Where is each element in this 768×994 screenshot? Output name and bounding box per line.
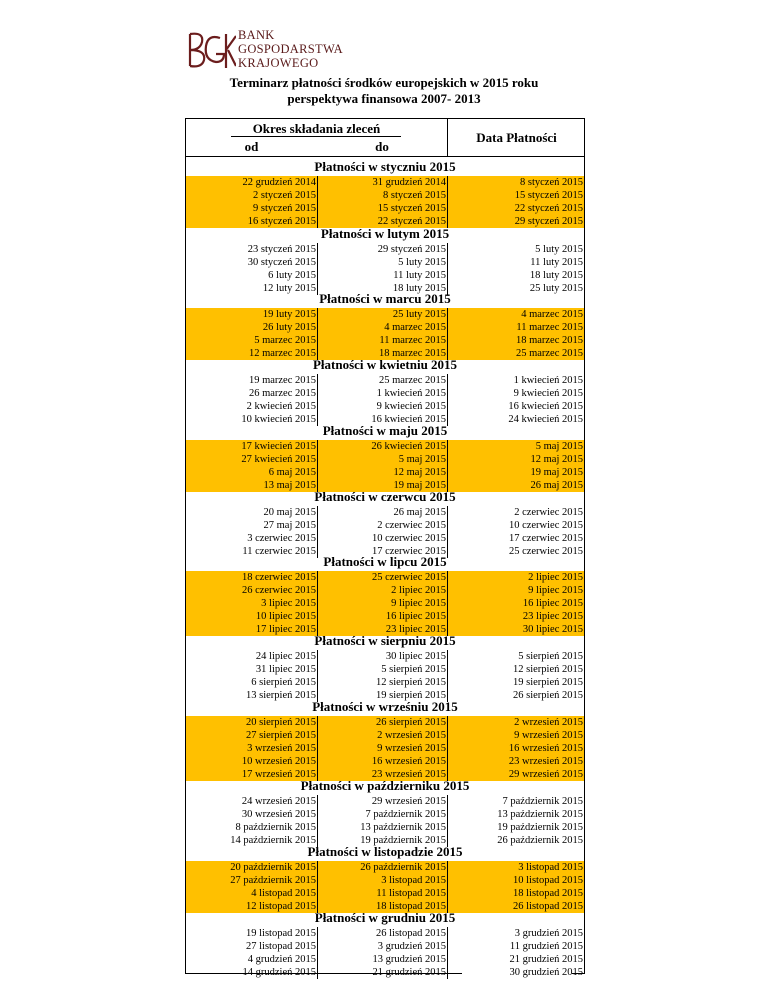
cell-do: 2 czerwiec 2015 bbox=[377, 520, 446, 531]
table-row bbox=[186, 243, 584, 256]
cell-do: 26 sierpień 2015 bbox=[376, 717, 446, 728]
month-section bbox=[186, 633, 584, 702]
header-okres-underline bbox=[231, 136, 401, 137]
cell-do: 9 lipiec 2015 bbox=[391, 598, 446, 609]
cell-data-platnosci: 12 sierpień 2015 bbox=[513, 664, 583, 675]
cell-od: 16 styczeń 2015 bbox=[247, 216, 316, 227]
cell-od: 27 sierpień 2015 bbox=[246, 730, 316, 741]
cell-data-platnosci: 15 styczeń 2015 bbox=[448, 189, 583, 202]
cell-do: 16 lipiec 2015 bbox=[385, 611, 446, 622]
cell-do: 10 czerwiec 2015 bbox=[371, 533, 446, 544]
cell-data-platnosci: 26 maj 2015 bbox=[448, 479, 583, 492]
cell-data-platnosci: 23 lipiec 2015 bbox=[448, 610, 583, 623]
cell-od: 6 sierpień 2015 bbox=[251, 677, 316, 688]
cell-data-platnosci: 5 luty 2015 bbox=[535, 244, 583, 255]
month-rows bbox=[186, 795, 584, 847]
month-rows bbox=[186, 243, 584, 295]
cell-od: 17 wrzesień 2015 bbox=[241, 769, 316, 780]
cell-do: 11 listopad 2015 bbox=[376, 888, 446, 899]
table-row bbox=[186, 519, 584, 532]
month-rows bbox=[186, 716, 584, 781]
cell-data-platnosci: 5 maj 2015 bbox=[448, 440, 583, 453]
cell-od: 6 luty 2015 bbox=[268, 270, 316, 281]
cell-do: 9 kwiecień 2015 bbox=[376, 401, 446, 412]
month-section-title: Płatności w styczniu 2015 bbox=[314, 159, 456, 174]
table-row bbox=[186, 176, 584, 189]
cell-data-platnosci: 25 marzec 2015 bbox=[448, 347, 583, 360]
table-row bbox=[186, 466, 584, 479]
cell-od: 26 czerwiec 2015 bbox=[241, 585, 316, 596]
header-okres: Okres składania zleceń bbox=[252, 121, 381, 136]
cell-data-platnosci: 16 wrzesień 2015 bbox=[448, 742, 583, 755]
month-rows bbox=[186, 861, 584, 913]
cell-data-platnosci: 5 sierpień 2015 bbox=[518, 651, 583, 662]
cell-data-platnosci: 12 maj 2015 bbox=[448, 453, 583, 466]
cell-do: 13 październik 2015 bbox=[360, 822, 446, 833]
month-section-title: Płatności w lutym 2015 bbox=[320, 226, 450, 241]
month-rows bbox=[186, 308, 584, 360]
cell-do: 23 wrzesień 2015 bbox=[371, 769, 446, 780]
cell-data-platnosci: 4 marzec 2015 bbox=[448, 308, 583, 321]
table-row bbox=[186, 400, 584, 413]
cell-od: 27 listopad 2015 bbox=[246, 941, 316, 952]
table-row bbox=[186, 308, 584, 321]
cell-od: 10 wrzesień 2015 bbox=[241, 756, 316, 767]
cell-od: 14 październik 2015 bbox=[230, 835, 316, 846]
month-rows bbox=[186, 571, 584, 636]
cell-do: 5 maj 2015 bbox=[398, 454, 446, 465]
month-section-title: Płatności w wrześniu 2015 bbox=[312, 699, 458, 714]
month-section bbox=[186, 159, 584, 228]
table-row bbox=[186, 927, 584, 940]
table-row bbox=[186, 610, 584, 623]
cell-data-platnosci: 2 wrzesień 2015 bbox=[448, 716, 583, 729]
cell-data-platnosci: 19 sierpień 2015 bbox=[513, 677, 583, 688]
cell-data-platnosci: 19 maj 2015 bbox=[448, 466, 583, 479]
cell-data-platnosci: 3 grudzień 2015 bbox=[514, 928, 583, 939]
cell-data-platnosci: 16 lipiec 2015 bbox=[448, 597, 583, 610]
month-section-title: Płatności w listopadzie 2015 bbox=[307, 844, 463, 859]
cell-od: 23 styczeń 2015 bbox=[247, 244, 316, 255]
table-row bbox=[186, 676, 584, 689]
bank-name bbox=[238, 28, 343, 70]
table-row bbox=[186, 584, 584, 597]
cell-do: 16 kwiecień 2015 bbox=[371, 414, 446, 425]
cell-od: 31 lipiec 2015 bbox=[255, 664, 316, 675]
month-section-title: Płatności w marcu 2015 bbox=[319, 291, 451, 306]
table-row bbox=[186, 795, 584, 808]
table-row bbox=[186, 953, 584, 966]
cell-data-platnosci: 3 listopad 2015 bbox=[448, 861, 583, 874]
table-row bbox=[186, 887, 584, 900]
cell-od: 19 marzec 2015 bbox=[248, 375, 316, 386]
header-data-platnosci: Data Płatności bbox=[476, 130, 557, 145]
table-row bbox=[186, 387, 584, 400]
cell-data-platnosci: 26 sierpień 2015 bbox=[513, 690, 583, 701]
cell-od: 6 maj 2015 bbox=[268, 467, 316, 478]
table-row bbox=[186, 597, 584, 610]
cell-od: 3 lipiec 2015 bbox=[261, 598, 316, 609]
cell-data-platnosci: 30 grudzień 2015 bbox=[509, 967, 583, 978]
cell-data-platnosci: 10 listopad 2015 bbox=[448, 874, 583, 887]
cell-od: 14 grudzień 2015 bbox=[242, 967, 316, 978]
cell-od: 17 kwiecień 2015 bbox=[241, 441, 316, 452]
cell-do: 3 listopad 2015 bbox=[381, 875, 446, 886]
month-section bbox=[186, 699, 584, 781]
cell-do: 12 sierpień 2015 bbox=[376, 677, 446, 688]
cell-data-platnosci: 9 wrzesień 2015 bbox=[448, 729, 583, 742]
cell-data-platnosci: 1 kwiecień 2015 bbox=[513, 375, 583, 386]
table-header bbox=[186, 119, 584, 157]
cell-do: 22 styczeń 2015 bbox=[377, 216, 446, 227]
table-row bbox=[186, 821, 584, 834]
table-row bbox=[186, 742, 584, 755]
cell-od: 3 wrzesień 2015 bbox=[247, 743, 316, 754]
cell-data-platnosci: 19 październik 2015 bbox=[497, 822, 583, 833]
month-rows bbox=[186, 440, 584, 492]
cell-do: 13 grudzień 2015 bbox=[372, 954, 446, 965]
cell-od: 3 czerwiec 2015 bbox=[247, 533, 316, 544]
cell-data-platnosci: 13 październik 2015 bbox=[497, 809, 583, 820]
cell-do: 19 sierpień 2015 bbox=[376, 690, 446, 701]
cell-od: 27 maj 2015 bbox=[263, 520, 316, 531]
cell-do: 11 luty 2015 bbox=[393, 270, 446, 281]
cell-do: 26 październik 2015 bbox=[360, 862, 446, 873]
cell-od: 26 luty 2015 bbox=[262, 322, 316, 333]
month-section bbox=[186, 489, 584, 558]
cell-do: 19 maj 2015 bbox=[393, 480, 446, 491]
cell-od: 2 styczeń 2015 bbox=[253, 190, 316, 201]
table-row bbox=[186, 321, 584, 334]
cell-data-platnosci: 25 luty 2015 bbox=[529, 283, 583, 294]
table-row bbox=[186, 571, 584, 584]
cell-do: 30 lipiec 2015 bbox=[385, 651, 446, 662]
cell-do: 8 styczeń 2015 bbox=[383, 190, 446, 201]
month-section-title: Płatności w kwietniu 2015 bbox=[312, 357, 458, 372]
cell-do: 5 sierpień 2015 bbox=[381, 664, 446, 675]
cell-od: 10 kwiecień 2015 bbox=[241, 414, 316, 425]
month-section-title: Płatności w czerwcu 2015 bbox=[314, 489, 456, 504]
month-section-title: Płatności w październiku 2015 bbox=[300, 778, 470, 793]
cell-data-platnosci: 30 lipiec 2015 bbox=[448, 623, 583, 636]
cell-od: 27 kwiecień 2015 bbox=[241, 454, 316, 465]
cell-od: 24 wrzesień 2015 bbox=[241, 796, 316, 807]
cell-data-platnosci: 11 luty 2015 bbox=[530, 257, 583, 268]
cell-data-platnosci: 11 grudzień 2015 bbox=[509, 941, 583, 952]
cell-od: 12 listopad 2015 bbox=[246, 901, 316, 912]
month-section bbox=[186, 910, 584, 979]
cell-data-platnosci: 8 styczeń 2015 bbox=[448, 176, 583, 189]
month-section-title: Płatności w grudniu 2015 bbox=[314, 910, 456, 925]
month-section bbox=[186, 778, 584, 847]
cell-data-platnosci: 16 kwiecień 2015 bbox=[508, 401, 583, 412]
cell-od: 18 czerwiec 2015 bbox=[241, 572, 316, 583]
cell-do: 3 grudzień 2015 bbox=[377, 941, 446, 952]
cell-od: 9 styczeń 2015 bbox=[253, 203, 316, 214]
month-rows bbox=[186, 176, 584, 228]
table-row bbox=[186, 940, 584, 953]
month-section bbox=[186, 423, 584, 492]
cell-do: 21 grudzień 2015 bbox=[372, 967, 446, 978]
cell-do: 4 marzec 2015 bbox=[384, 322, 446, 333]
cell-od: 12 marzec 2015 bbox=[248, 348, 316, 359]
cell-od: 20 sierpień 2015 bbox=[246, 717, 316, 728]
cell-od: 19 luty 2015 bbox=[262, 309, 316, 320]
cell-do: 18 luty 2015 bbox=[392, 283, 446, 294]
table-row bbox=[186, 729, 584, 742]
document-title: Terminarz płatności środków europejskich w 2015 roku bbox=[229, 75, 539, 90]
table-row bbox=[186, 256, 584, 269]
cell-do: 19 październik 2015 bbox=[360, 835, 446, 846]
cell-od: 11 czerwiec 2015 bbox=[242, 546, 316, 557]
month-section bbox=[186, 554, 584, 636]
cell-data-platnosci: 9 lipiec 2015 bbox=[448, 584, 583, 597]
cell-do: 29 wrzesień 2015 bbox=[371, 796, 446, 807]
cell-do: 16 wrzesień 2015 bbox=[371, 756, 446, 767]
cell-od: 20 maj 2015 bbox=[263, 507, 316, 518]
cell-data-platnosci: 29 styczeń 2015 bbox=[448, 215, 583, 228]
cell-data-platnosci: 7 październik 2015 bbox=[502, 796, 583, 807]
cell-od: 4 grudzień 2015 bbox=[247, 954, 316, 965]
table-row bbox=[186, 874, 584, 887]
cell-do: 12 maj 2015 bbox=[393, 467, 446, 478]
table-row bbox=[186, 506, 584, 519]
cell-od: 20 październik 2015 bbox=[230, 862, 316, 873]
month-section-title: Płatności w lipcu 2015 bbox=[323, 554, 447, 569]
cell-data-platnosci: 11 marzec 2015 bbox=[448, 321, 583, 334]
table-row bbox=[186, 334, 584, 347]
month-rows bbox=[186, 650, 584, 702]
cell-data-platnosci: 26 październik 2015 bbox=[497, 835, 583, 846]
cell-do: 2 wrzesień 2015 bbox=[377, 730, 446, 741]
month-section-title: Płatności w maju 2015 bbox=[322, 423, 448, 438]
cell-do: 5 luty 2015 bbox=[398, 257, 446, 268]
header-do: do bbox=[375, 139, 389, 154]
logo-line-3: KRAJOWEGO bbox=[238, 56, 319, 70]
cell-do: 7 październik 2015 bbox=[365, 809, 446, 820]
cell-data-platnosci: 25 czerwiec 2015 bbox=[508, 546, 583, 557]
table-row bbox=[186, 189, 584, 202]
cell-do: 9 wrzesień 2015 bbox=[377, 743, 446, 754]
cell-do: 29 styczeń 2015 bbox=[377, 244, 446, 255]
cell-data-platnosci: 21 grudzień 2015 bbox=[509, 954, 583, 965]
cell-data-platnosci: 9 kwiecień 2015 bbox=[513, 388, 583, 399]
document-subtitle: perspektywa finansowa 2007- 2013 bbox=[287, 91, 481, 106]
cell-do: 26 listopad 2015 bbox=[376, 928, 446, 939]
cell-od: 8 październik 2015 bbox=[235, 822, 316, 833]
table-row bbox=[186, 374, 584, 387]
cell-do: 25 marzec 2015 bbox=[378, 375, 446, 386]
cell-do: 18 listopad 2015 bbox=[376, 901, 446, 912]
month-section bbox=[186, 357, 584, 426]
cell-od: 26 marzec 2015 bbox=[248, 388, 316, 399]
cell-do: 26 kwiecień 2015 bbox=[371, 441, 446, 452]
cell-od: 12 luty 2015 bbox=[262, 283, 316, 294]
cell-od: 5 marzec 2015 bbox=[254, 335, 316, 346]
month-section bbox=[186, 291, 584, 360]
month-rows bbox=[186, 927, 584, 979]
cell-do: 17 czerwiec 2015 bbox=[371, 546, 446, 557]
cell-od: 17 lipiec 2015 bbox=[255, 624, 316, 635]
cell-do: 26 maj 2015 bbox=[393, 507, 446, 518]
cell-data-platnosci: 2 lipiec 2015 bbox=[448, 571, 583, 584]
table-row bbox=[186, 663, 584, 676]
cell-od: 19 listopad 2015 bbox=[246, 928, 316, 939]
table-row bbox=[186, 808, 584, 821]
cell-data-platnosci: 2 czerwiec 2015 bbox=[514, 507, 583, 518]
month-section bbox=[186, 226, 584, 295]
cell-data-platnosci: 17 czerwiec 2015 bbox=[508, 533, 583, 544]
cell-do: 11 marzec 2015 bbox=[379, 335, 446, 346]
table-row bbox=[186, 966, 584, 979]
cell-do: 1 kwiecień 2015 bbox=[376, 388, 446, 399]
cell-do: 25 czerwiec 2015 bbox=[371, 572, 446, 583]
month-rows bbox=[186, 506, 584, 558]
table-row bbox=[186, 861, 584, 874]
cell-od: 13 sierpień 2015 bbox=[246, 690, 316, 701]
bgk-monogram-icon bbox=[186, 28, 236, 72]
cell-od: 2 kwiecień 2015 bbox=[246, 401, 316, 412]
cell-data-platnosci: 26 listopad 2015 bbox=[448, 900, 583, 913]
month-rows bbox=[186, 374, 584, 426]
cell-do: 18 marzec 2015 bbox=[378, 348, 446, 359]
cell-od: 4 listopad 2015 bbox=[251, 888, 316, 899]
cell-od: 30 wrzesień 2015 bbox=[241, 809, 316, 820]
table-row bbox=[186, 532, 584, 545]
table-row bbox=[186, 453, 584, 466]
cell-do: 15 styczeń 2015 bbox=[377, 203, 446, 214]
logo-line-1: BANK bbox=[238, 28, 275, 42]
table-row bbox=[186, 269, 584, 282]
header-od: od bbox=[244, 139, 259, 154]
table-row bbox=[186, 716, 584, 729]
cell-do: 25 luty 2015 bbox=[392, 309, 446, 320]
table-row bbox=[186, 202, 584, 215]
cell-data-platnosci: 18 marzec 2015 bbox=[448, 334, 583, 347]
cell-data-platnosci: 22 styczeń 2015 bbox=[448, 202, 583, 215]
cell-data-platnosci: 18 listopad 2015 bbox=[448, 887, 583, 900]
cell-data-platnosci: 23 wrzesień 2015 bbox=[448, 755, 583, 768]
cell-do: 23 lipiec 2015 bbox=[385, 624, 446, 635]
cell-od: 27 październik 2015 bbox=[230, 875, 316, 886]
cell-od: 22 grudzień 2014 bbox=[242, 177, 316, 188]
cell-od: 13 maj 2015 bbox=[263, 480, 316, 491]
month-section-title: Płatności w sierpniu 2015 bbox=[314, 633, 456, 648]
table-row bbox=[186, 440, 584, 453]
cell-data-platnosci: 10 czerwiec 2015 bbox=[508, 520, 583, 531]
cell-od: 30 styczeń 2015 bbox=[247, 257, 316, 268]
cell-data-platnosci: 29 wrzesień 2015 bbox=[448, 768, 583, 781]
payment-schedule-table bbox=[185, 118, 585, 978]
month-section bbox=[186, 844, 584, 913]
table-row bbox=[186, 650, 584, 663]
cell-do: 2 lipiec 2015 bbox=[391, 585, 446, 596]
cell-od: 24 lipiec 2015 bbox=[255, 651, 316, 662]
cell-data-platnosci: 18 luty 2015 bbox=[529, 270, 583, 281]
cell-od: 10 lipiec 2015 bbox=[255, 611, 316, 622]
table-row bbox=[186, 755, 584, 768]
logo-line-2: GOSPODARSTWA bbox=[238, 42, 344, 56]
cell-data-platnosci: 24 kwiecień 2015 bbox=[508, 414, 583, 425]
cell-do: 31 grudzień 2014 bbox=[372, 177, 446, 188]
bank-logo bbox=[186, 28, 381, 74]
